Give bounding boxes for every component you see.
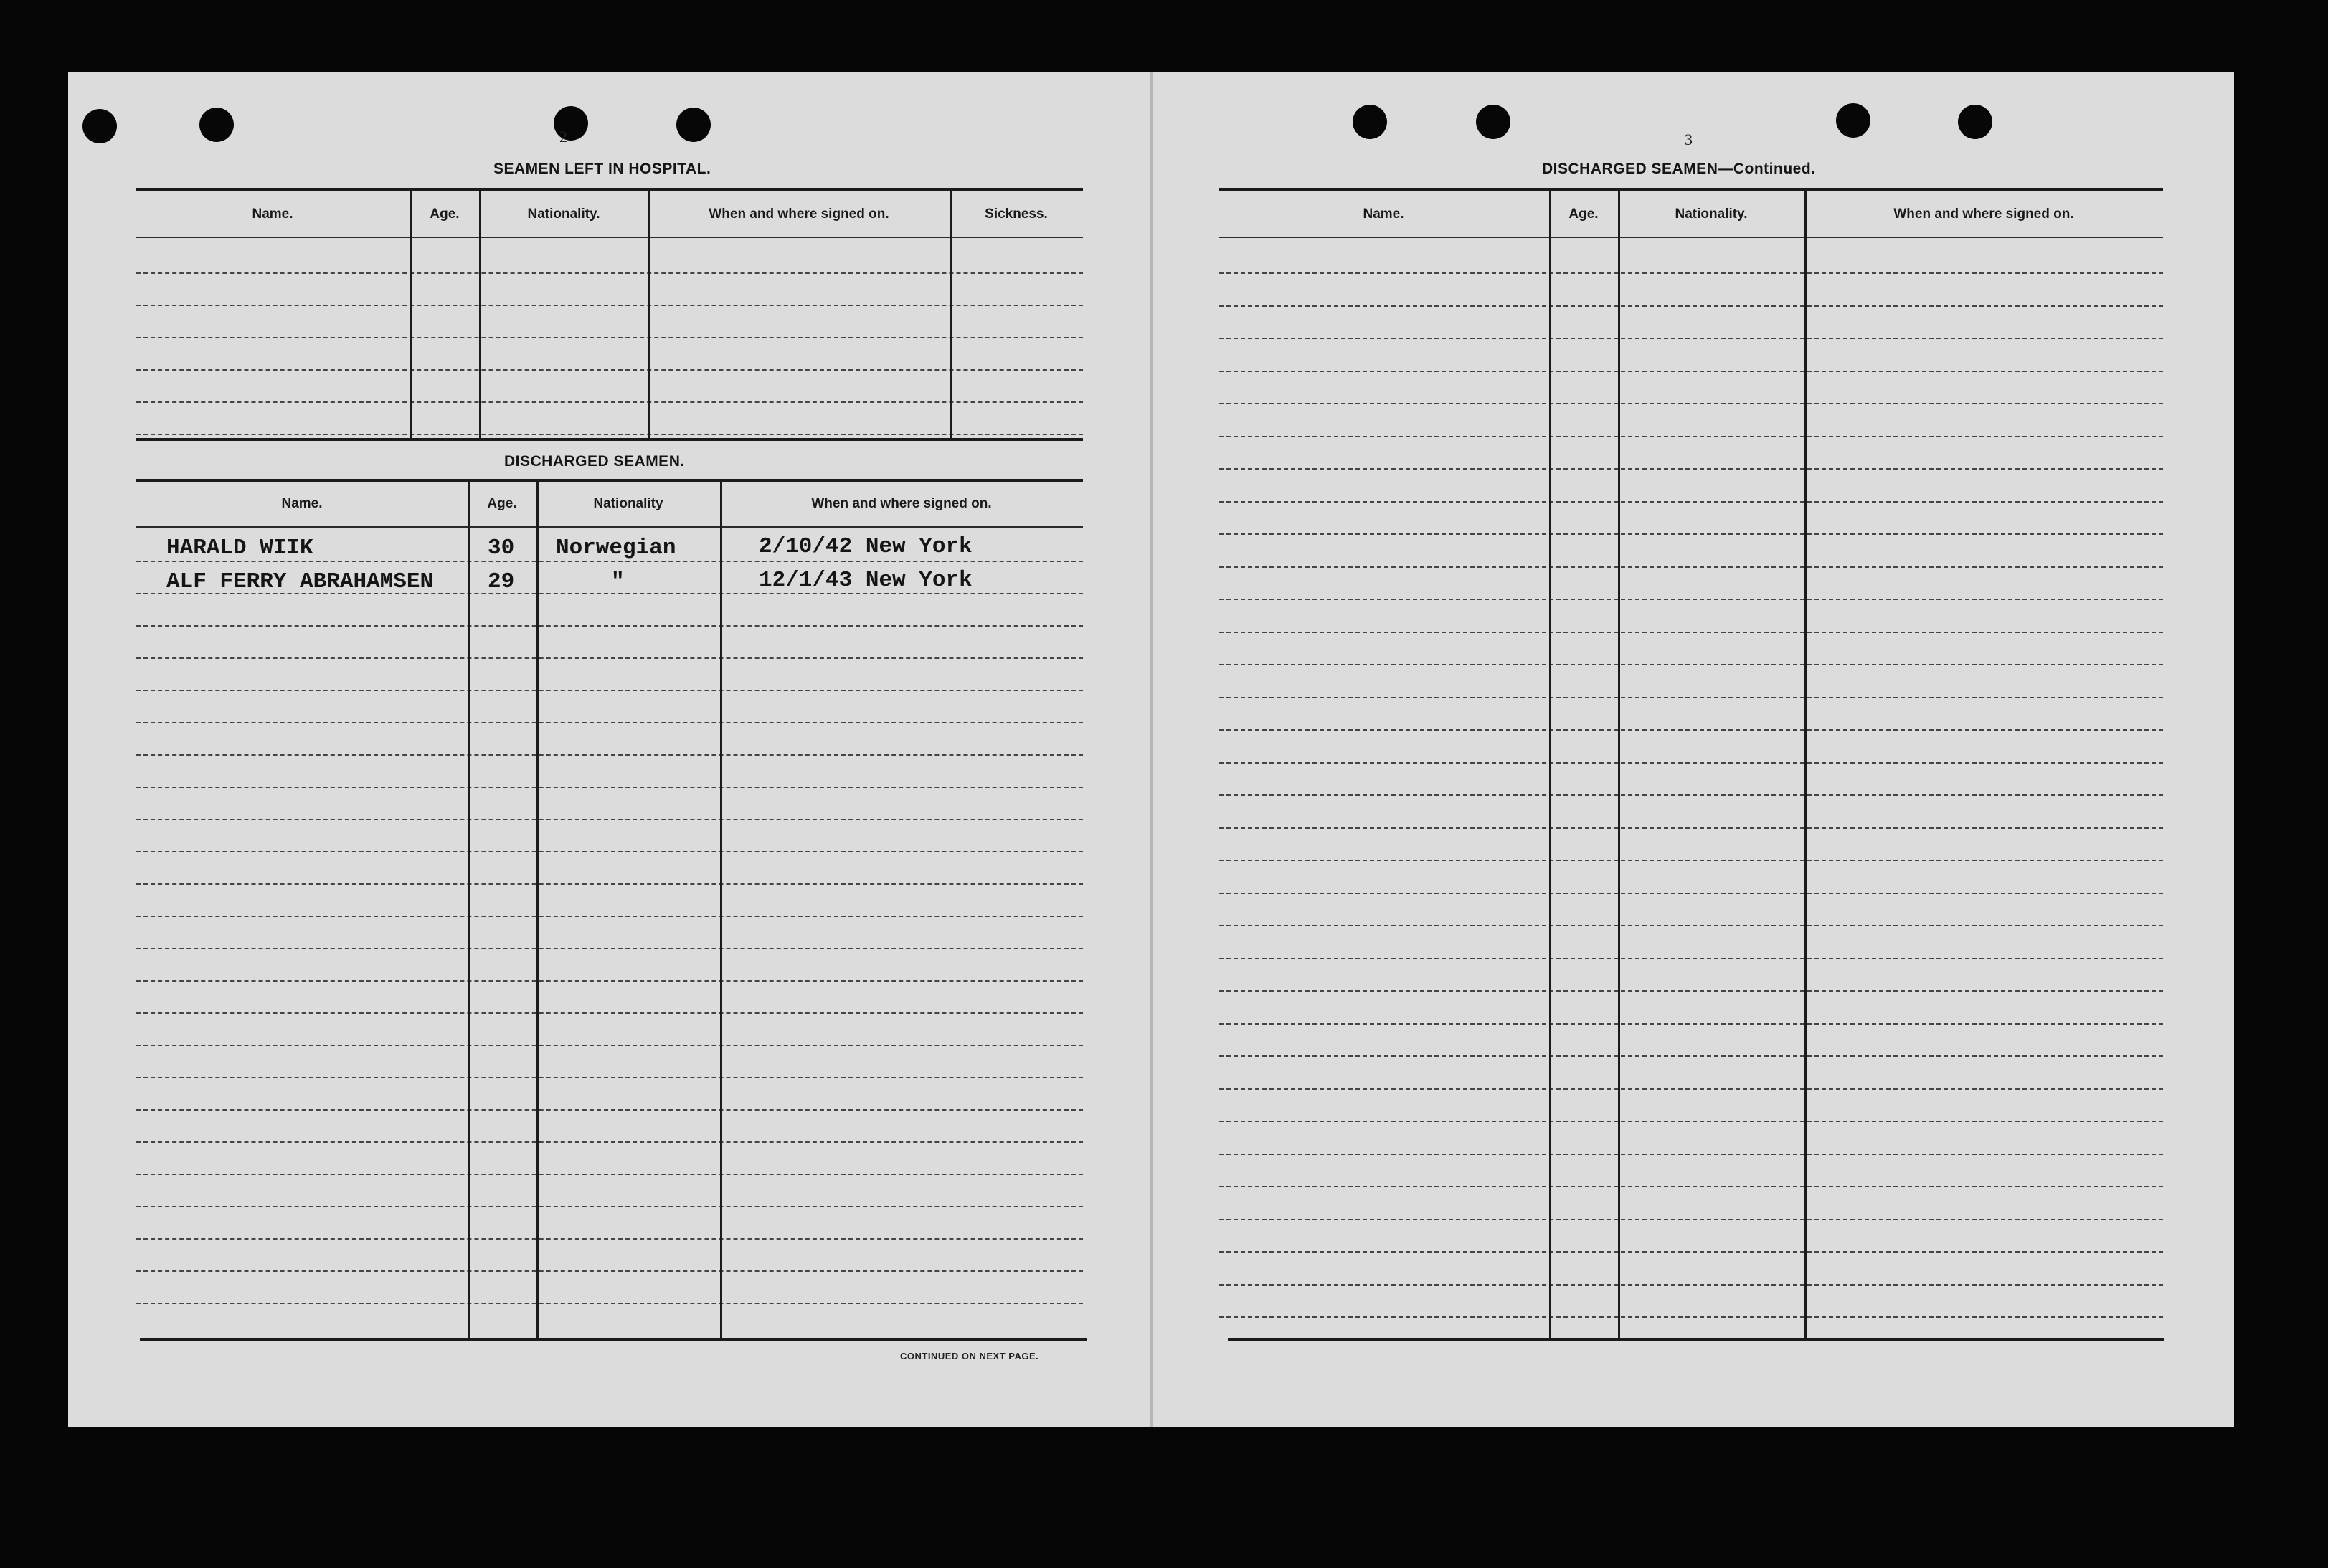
right-col-nationality: Nationality. <box>1675 206 1748 222</box>
discharged-col-nationality: Nationality <box>593 496 663 511</box>
row-rule <box>1219 468 2163 470</box>
page-number: 3 <box>1685 130 1693 148</box>
seaman-name: ALF FERRY ABRAHAMSEN <box>166 569 434 594</box>
hospital-col-sickness: Sickness. <box>985 206 1048 222</box>
header-rule <box>1219 237 2163 238</box>
discharged-col-age: Age. <box>487 496 517 511</box>
seaman-nationality: Norwegian <box>556 536 676 561</box>
right-divider <box>1549 189 1551 1338</box>
row-rule <box>1219 729 2163 731</box>
row-rule <box>1219 436 2163 437</box>
seaman-age: 30 <box>488 536 515 561</box>
row-rule <box>1219 1055 2163 1057</box>
row-rule <box>1219 1088 2163 1090</box>
seaman-signed-on: 12/1/43 New York <box>759 568 973 593</box>
right-col-signed-on: When and where signed on. <box>1893 206 2074 222</box>
page-number: 2 <box>559 128 567 146</box>
row-rule <box>1219 272 2163 274</box>
discharged-continued-title: DISCHARGED SEAMEN—Continued. <box>1542 161 1816 177</box>
row-rule <box>1219 893 2163 894</box>
right-col-name: Name. <box>1363 206 1404 222</box>
seaman-name: HARALD WIIK <box>166 536 313 561</box>
row-rule <box>1219 338 2163 339</box>
row-rule <box>1219 990 2163 992</box>
row-rule <box>1219 1284 2163 1286</box>
row-rule <box>1219 632 2163 633</box>
row-rule <box>1219 1154 2163 1155</box>
row-rule <box>1219 1219 2163 1220</box>
punch-hole <box>1476 105 1510 139</box>
continued-note: CONTINUED ON NEXT PAGE. <box>900 1351 1039 1362</box>
row-rule <box>1219 305 2163 307</box>
right-divider <box>1804 189 1807 1338</box>
section-rule <box>1219 188 2163 191</box>
seaman-signed-on: 2/10/42 New York <box>759 534 973 559</box>
row-rule <box>1219 403 2163 404</box>
row-rule <box>1219 533 2163 535</box>
seaman-age: 29 <box>488 569 515 594</box>
row-rule <box>1219 599 2163 600</box>
punch-hole <box>1958 105 1992 139</box>
row-rule <box>1219 1251 2163 1253</box>
row-rule <box>1219 794 2163 796</box>
row-rule <box>1219 1186 2163 1187</box>
row-rule <box>1219 925 2163 926</box>
row-rule <box>1219 1121 2163 1122</box>
row-rule <box>1219 958 2163 959</box>
right-col-age: Age. <box>1568 206 1599 222</box>
row-rule <box>1219 827 2163 829</box>
row-rule <box>1219 762 2163 764</box>
row-rule <box>1219 1316 2163 1318</box>
right-divider <box>1618 189 1620 1338</box>
discharged-section-title: DISCHARGED SEAMEN. <box>504 453 685 470</box>
row-rule <box>1219 664 2163 665</box>
seaman-nationality: " <box>611 569 625 594</box>
hospital-section-title: SEAMEN LEFT IN HOSPITAL. <box>493 161 711 177</box>
hospital-col-nationality: Nationality. <box>527 206 600 222</box>
hospital-col-name: Name. <box>252 206 293 222</box>
row-rule <box>1219 501 2163 503</box>
row-rule <box>1219 860 2163 861</box>
punch-hole <box>1353 105 1387 139</box>
hospital-col-signed-on: When and where signed on. <box>709 206 889 222</box>
discharged-col-signed-on: When and where signed on. <box>811 496 992 511</box>
row-rule <box>1219 697 2163 698</box>
discharged-col-name: Name. <box>281 496 323 511</box>
punch-hole <box>1836 103 1870 138</box>
row-rule <box>1219 371 2163 372</box>
section-rule <box>1228 1338 2164 1341</box>
row-rule <box>1219 1023 2163 1025</box>
hospital-col-age: Age. <box>430 206 460 222</box>
row-rule <box>1219 566 2163 568</box>
